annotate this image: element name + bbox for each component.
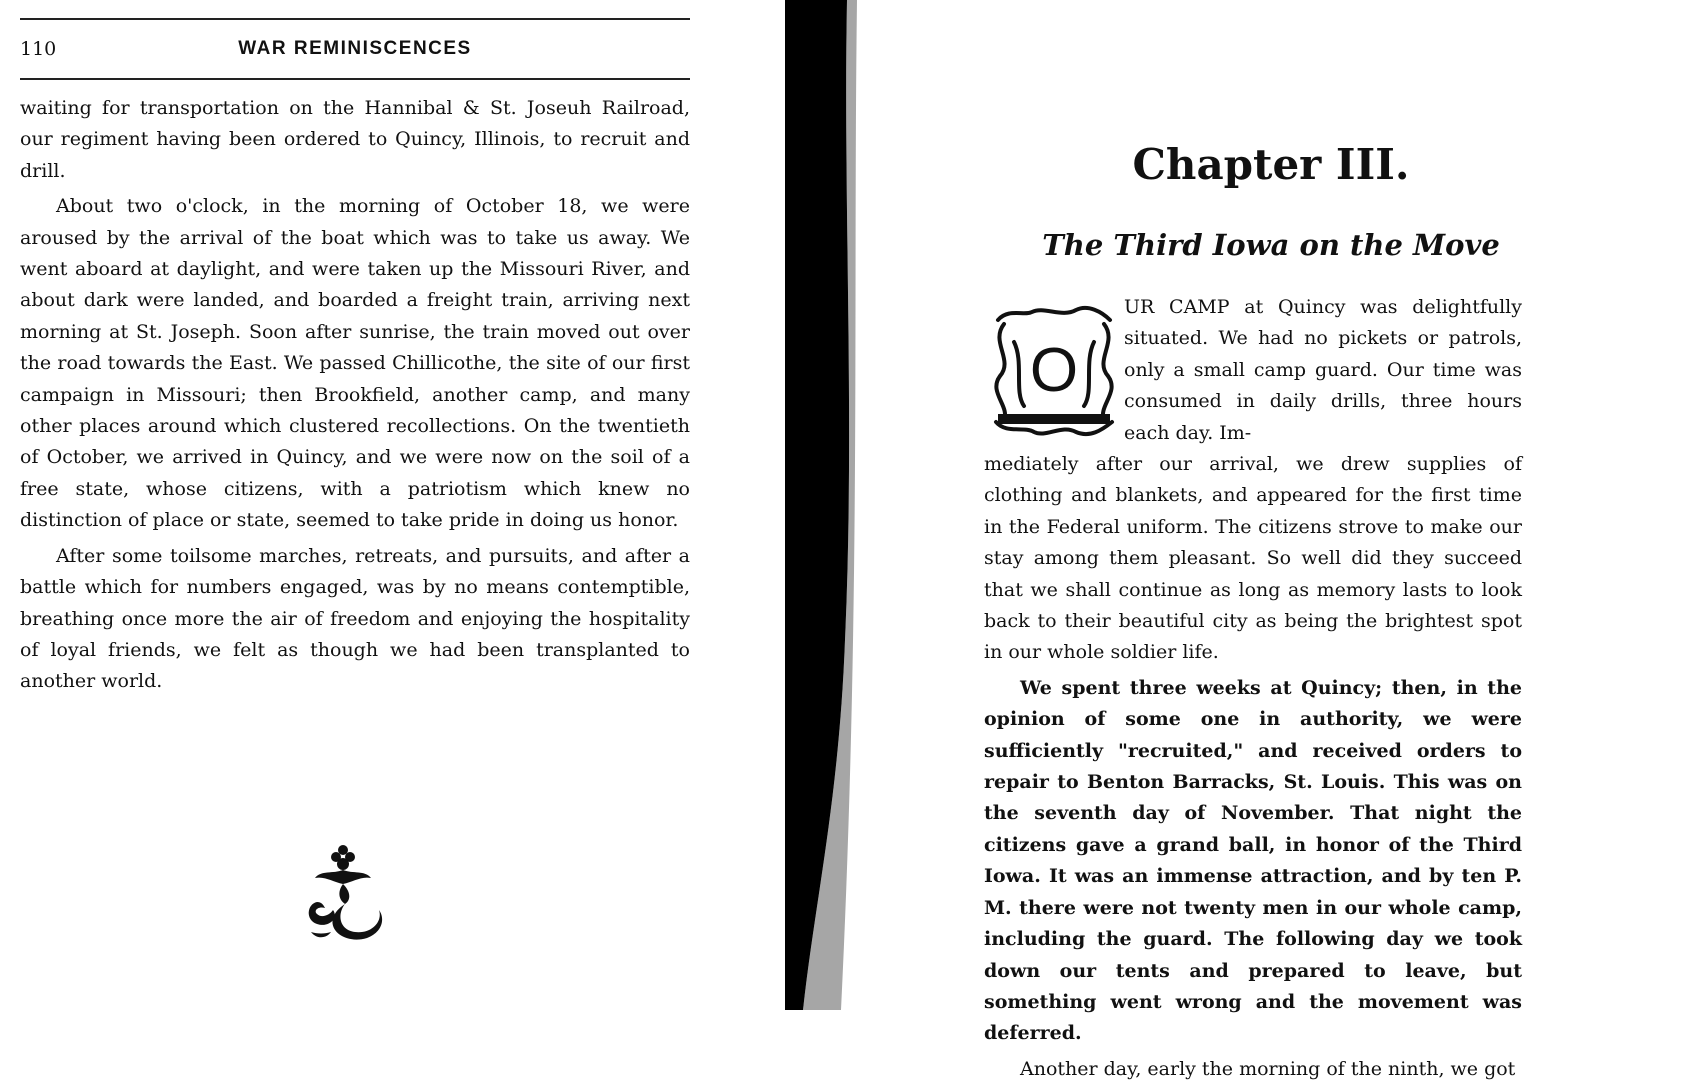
paragraph: About two o'clock, in the morning of October 18, we were aroused by the arrival of the boat which was to take us away. We went aboard at daylight, and were taken up the Missouri River, and about dark were landed, and boarded a freight train, arriving next morning at St. Joseph. Soon after sunrise, the train moved out over the road towards the East. We passed Chillicothe, the site of our first campaign in Missouri; then Brookfield, another camp, and many other places around which clustered recollections. On the twentieth of October, we arrived in Quincy, and we were now on the soil of a free state, whose citizens, with a patriotism which knew no distinction of place or state, seemed to take pride in doing us honor.: [20, 195, 690, 532]
paragraph: We spent three weeks at Quincy; then, in the opinion of some one in authority, we were sufficiently "recruited," and received orders to repair to Benton Barracks, St. Louis. This was on the seventh day of November. That night the citizens gave a grand ball, in honor of the Third Iowa. It was an immense attraction, and by ten P. M. there were not twenty men in our whole camp, including the guard. The following day we took down our tents and prepared to leave, but something went wrong and the movement was deferred.: [984, 676, 1522, 1045]
header-rule-bottom: [20, 78, 690, 80]
opening-paragraph: [1124, 292, 1522, 449]
paragraph: UR CAMP at Quincy was delightfully situated. We had no pickets or patrols, only a small camp guard. Our time was consumed in daily drills, three hours each day. Im-: [1124, 296, 1522, 444]
header-rule-top: [20, 18, 690, 20]
running-header: [20, 36, 690, 66]
paragraph: waiting for transportation on the Hannibal & St. Joseuh Railroad, our regiment having been ordered to Quincy, Illinois, to recruit and drill.: [20, 97, 690, 182]
drop-cap-letter: O: [1029, 336, 1079, 405]
running-title: WAR REMINISCENCES: [238, 38, 472, 59]
left-body-text: [20, 93, 690, 698]
right-page: [860, 0, 1682, 1080]
paragraph: Another day, early the morning of the ninth, we got: [1020, 1057, 1516, 1080]
right-body-text: [984, 449, 1522, 1085]
drop-cap: [984, 302, 1124, 442]
chapter-subtitle: The Third Iowa on the Move: [1042, 228, 1500, 262]
paragraph: mediately after our arrival, we drew supplies of clothing and blankets, and appeared for the first time in the Federal uniform. The citizens strove to make our stay among them pleasant. So well did they succeed that we shall continue as long as memory lasts to look back to their beautiful city as being the brightest spot in our whole soldier life.: [984, 453, 1522, 664]
paragraph: After some toilsome marches, retreats, and pursuits, and after a battle which for numbers engaged, was by no means contemptible, breathing once more the air of freedom and enjoying the hospitality of loyal friends, we felt as though we had been transplanted to another world.: [20, 544, 690, 693]
tailpiece-ornament-icon: [303, 840, 413, 950]
chapter-title: Chapter III.: [1132, 140, 1410, 189]
page-number: 110: [20, 38, 57, 60]
left-page: [0, 0, 740, 1010]
